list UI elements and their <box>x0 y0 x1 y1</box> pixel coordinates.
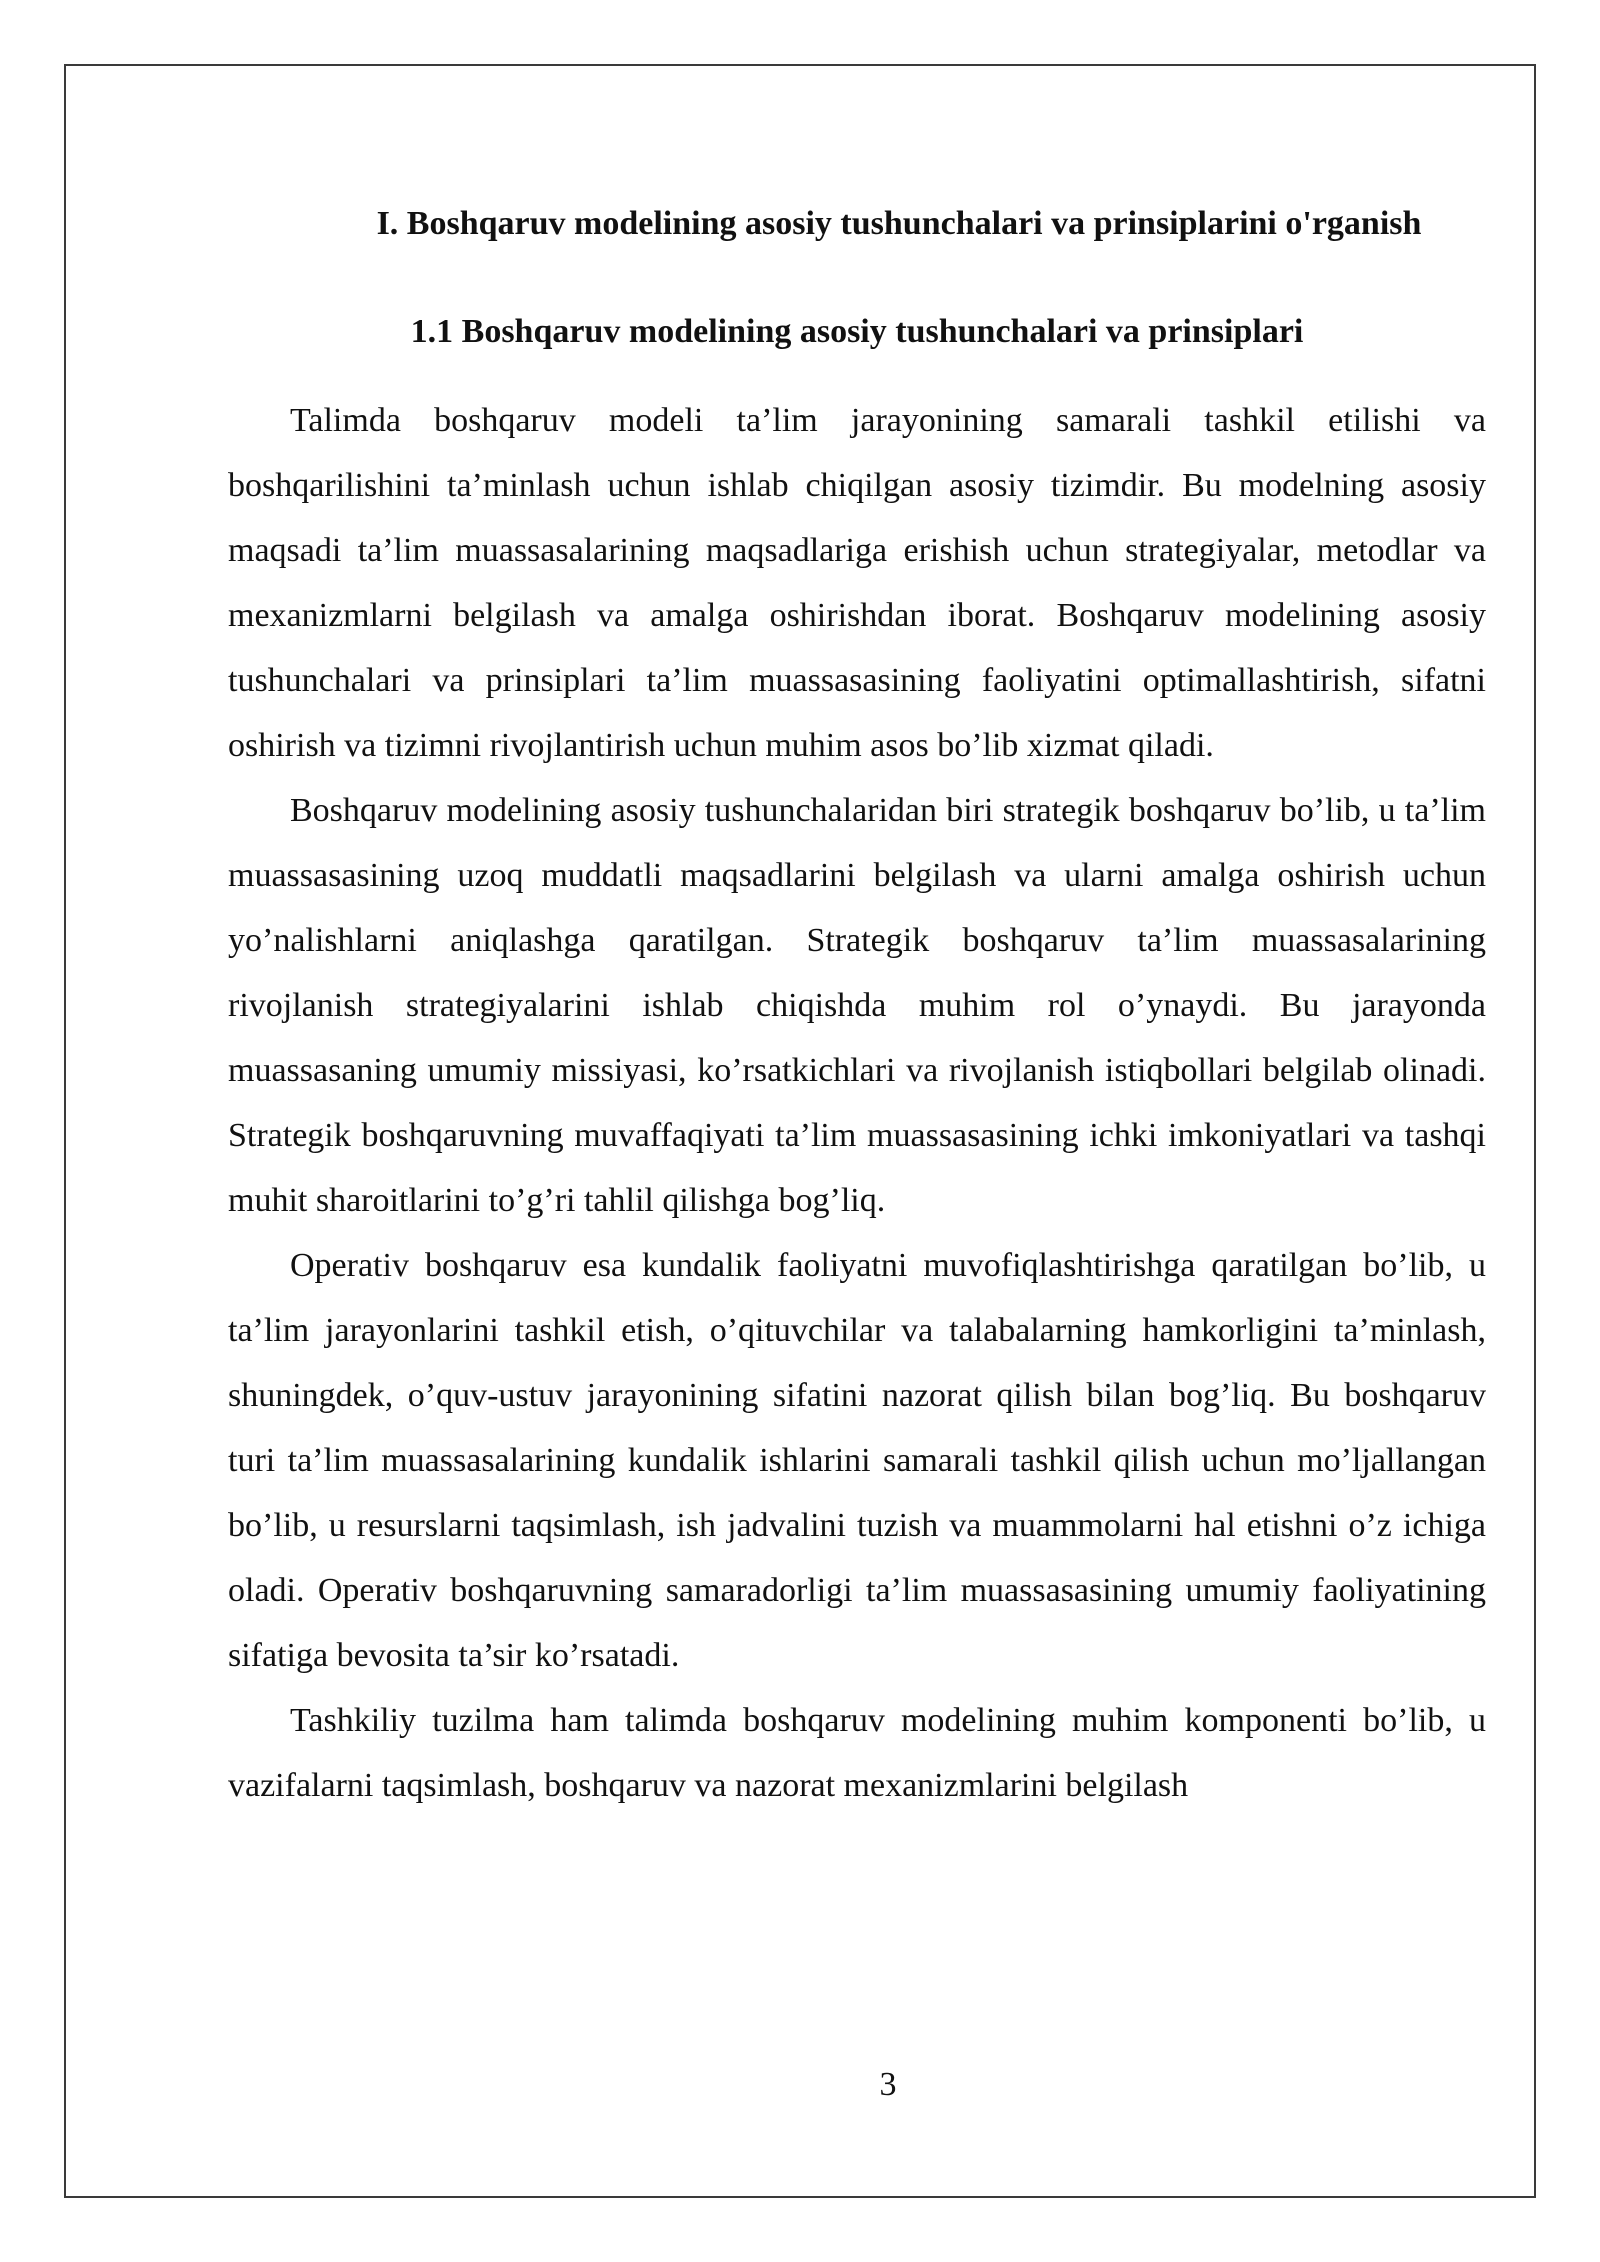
paragraph: Tashkiliy tuzilma ham talimda boshqaruv modelining muhim komponenti bo’lib, u vazifalarni taqsimlash, boshqaruv va nazorat mexanizmlarini belgilash <box>228 1702 1486 1804</box>
document-body <box>228 196 1486 1818</box>
paragraph: Boshqaruv modelining asosiy tushunchalaridan biri strategik boshqaruv bo’lib, u ta’lim muassasasining uzoq muddatli maqsadlarini belgilash va ularni amalga oshirish uchun yo’nalishlarni aniqlashga qaratilgan. Strategik boshqaruv ta’lim muassasalarining rivojlanish strategiyalarini ishlab chiqishda muhim rol o’ynaydi. Bu jarayonda muassasaning umumiy missiyasi, ko’rsatkichlari va rivojlanish istiqbollari belgilab olinadi. Strategik boshqaruvning muvaffaqiyati ta’lim muassasasining ichki imkoniyatlari va tashqi muhit sharoitlarini to’g’ri tahlil qilishga bog’liq. <box>228 792 1486 1219</box>
paragraph: Talimda boshqaruv modeli ta’lim jarayonining samarali tashkil etilishi va boshqarilishini ta’minlash uchun ishlab chiqilgan asosiy tizimdir. Bu modelning asosiy maqsadi ta’lim muassasalarining maqsadlariga erishish uchun strategiyalar, metodlar va mexanizmlarni belgilash va amalga oshirishdan iborat. Boshqaruv modelining asosiy tushunchalari va prinsiplari ta’lim muassasasining faoliyatini optimallashtirish, sifatni oshirish va tizimni rivojlantirish uchun muhim asos bo’lib xizmat qiladi. <box>228 402 1486 764</box>
page-number: 3 <box>879 2066 897 2103</box>
paragraph: Operativ boshqaruv esa kundalik faoliyatni muvofiqlashtirishga qaratilgan bo’lib, u ta’lim jarayonlarini tashkil etish, o’qituvchilar va talabalarning hamkorligini ta’minlash, shuningdek, o’quv-ustuv jarayonining sifatini nazorat qilish bilan bog’liq. Bu boshqaruv turi ta’lim muassasalarining kundalik ishlarini samarali tashkil qilish uchun mo’ljallangan bo’lib, u resurslarni taqsimlash, ish jadvalini tuzish va muammolarni hal etishni o’z ichiga oladi. Operativ boshqaruvning samaradorligi ta’lim muassasasining umumiy faoliyatining sifatiga bevosita ta’sir ko’rsatadi. <box>228 1247 1486 1674</box>
section-title: 1.1 Boshqaruv modelining asosiy tushunchalari va prinsiplari <box>410 313 1304 350</box>
chapter-title: I. Boshqaruv modelining asosiy tushunchalari va prinsiplarini o'rganish <box>376 205 1422 242</box>
